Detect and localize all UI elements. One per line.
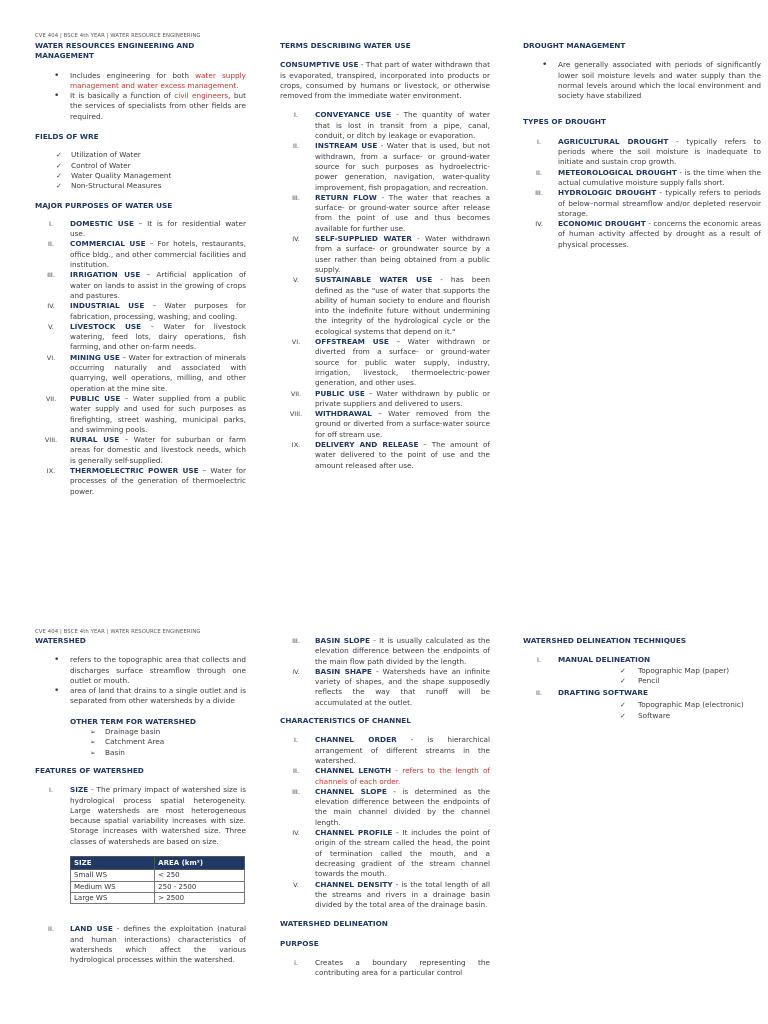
watershed-size-table <box>70 856 245 904</box>
list-item: IV. CHANNEL PROFILE - It includes the point of origin of the stream called the head, the point of termination called the mouth, and a decreasing gradient of the stream channel towards the mouth. <box>292 828 490 879</box>
list-item: VII. PUBLIC USE – Water withdrawn by public or private suppliers and delivered to users. <box>290 388 490 408</box>
list-item: II. DRAFTING SOFTWARE <box>536 688 649 698</box>
section-title-purposes: MAJOR PURPOSES OF WATER USE <box>35 200 173 210</box>
list-item: VI. OFFSTREAM USE – Water withdrawn or diverted from a surface- or ground-water source for public water supply, industry, irrigation, livestock, thermoelectric-power generation, and other uses. <box>291 337 490 388</box>
list-item: VIII. WITHDRAWAL – Water removed from the ground or diverted from a surface-water source for off stream use. <box>289 409 490 439</box>
drafting-items <box>523 700 761 721</box>
table-cell: Large WS <box>71 892 155 903</box>
table-cell: Small WS <box>71 870 155 881</box>
list-item: V. LIVESTOCK USE – Water for livestock watering, feed lots, dairy operations, fish farming, and other on-farm needs. <box>48 321 246 352</box>
list-item: IV. BASIN SHAPE - Watersheds have an infinite variety of shapes, and the shape supposedly reflects the way that runoff will be accumulated at the outlet. <box>292 666 490 707</box>
fields-list <box>35 150 246 191</box>
list-item: I. SIZE - The primary impact of watershed size is hydrological process spatial heterogeneity. Large watersheds are most heterogeneous because spatial variability increases with size. Storage increases with watershed size. Three classes of watersheds are based on size. <box>49 785 246 846</box>
list-item: VIII. RURAL USE – Water for suburban or farm areas for domestic and livestock needs, which is generally self-supplied. <box>44 435 246 465</box>
purposes-list <box>35 219 246 497</box>
list-item: ✓ Utilization of Water <box>35 150 246 160</box>
watershed-size-table-wrap <box>70 856 246 904</box>
list-item: ✓ Control of Water <box>35 161 246 171</box>
list-item: I. CHANNEL ORDER - is hierarchical arrangement of different streams in the watershed. <box>294 735 490 765</box>
table-cell: < 250 <box>155 870 245 881</box>
column-3 <box>523 41 761 250</box>
section-title-features: FEATURES OF WATERSHED <box>35 765 144 775</box>
table-cell: Medium WS <box>71 881 155 892</box>
list-item: • Includes engineering for both water supply management and water excess management. <box>35 71 246 92</box>
table-header: SIZE <box>71 857 155 870</box>
list-item: • It is basically a function of civil engineers, but the services of specialists from other fields are required. <box>35 91 246 122</box>
list-item: ✓ Water Quality Management <box>35 171 246 181</box>
section-title-delineation: WATERSHED DELINEATION <box>280 919 388 929</box>
table-row <box>71 870 245 881</box>
list-item: III. CHANNEL SLOPE - is determined as the elevation difference between the endpoints of the main channel divided by the channel length. <box>292 786 490 827</box>
techniques-list-continued <box>523 688 761 698</box>
list-item: II. LAND USE - defines the exploitation (natural and human interactions) characteristics of watersheds which affect the various hydrological processes within the watershed. <box>48 924 247 965</box>
list-item: ✓ Software <box>523 711 761 721</box>
drought-types-list <box>523 137 761 250</box>
manual-items <box>523 666 761 687</box>
list-item: III. IRRIGATION USE – Artificial application of water on lands to assist in the growing of crops and pastures. <box>47 270 246 300</box>
consumptive-use-paragraph: CONSUMPTIVE USE - That part of water withdrawn that is evaporated, transpired, incorporated into products or crops, consumed by humans or livestock, or otherwise removed from the immediate water environment. <box>280 60 490 101</box>
list-item: V. SUSTAINABLE WATER USE - has been defined as the "use of water that supports the ability of human society to endure and flourish into the indefinite future without undermining the integrity of the hydrological cycle or the ecological systems that depend on it." <box>293 275 490 336</box>
list-item: • Are generally associated with periods of significantly lower soil moisture levels and water supply than the normal levels around which the local environment and society have stabilized <box>523 60 761 101</box>
terms-list <box>280 110 490 470</box>
list-item: IV. INDUSTRIAL USE – Water purposes for fabrication, processing, washing, and cooling. <box>47 301 246 321</box>
column-1 <box>35 41 246 497</box>
section-title-drought-types: TYPES OF DROUGHT <box>523 117 606 127</box>
list-item: ✓ Topographic Map (paper) <box>523 666 761 676</box>
list-item: VI. MINING USE – Water for extraction of minerals occurring naturally and associated with quarrying, well operations, milling, and other operation at the mine site. <box>46 352 246 393</box>
list-item: I. CONVEYANCE USE - The quantity of water that is lost in transit from a pipe, canal, conduit, or ditch by leakage or evaporation. <box>294 110 491 141</box>
list-item: I. AGRICULTURAL DROUGHT - typically refers to periods where the soil moisture is inadequate to initiate and sustain crop growth. <box>537 136 761 167</box>
table-cell: > 2500 <box>155 892 245 903</box>
table-row <box>71 881 245 892</box>
list-item: • refers to the topographic area that collects and discharges surface streamflow through one outlet or mouth. <box>35 655 246 686</box>
section-title-wrem: WATER RESOURCES ENGINEERING AND MANAGEMENT <box>35 41 195 61</box>
wrem-bullets <box>35 71 246 122</box>
list-item: III. HYDROLOGIC DROUGHT - typically refers to periods of below–normal streamflow and/or depleted reservoir storage. <box>535 188 761 218</box>
basin-list <box>280 636 490 708</box>
list-item: ➢ Basin <box>35 748 246 758</box>
list-item: VII. PUBLIC USE – Water supplied from a public water supply and used for such purposes as firefighting, street washing, municipal parks, and swimming pools. <box>45 393 246 434</box>
table-cell: 250 - 2500 <box>155 881 245 892</box>
list-item: ➢ Drainage basin <box>35 727 246 737</box>
page-header: CVE 404 | BSCE 4th YEAR | WATER RESOURCE ENGINEERING <box>35 33 201 39</box>
section-title-watershed: WATERSHED <box>35 636 86 645</box>
list-item: IV. SELF-SUPPLIED WATER - Water withdrawn from a surface- or groundwater source by a user rather than being obtained from a public supply. <box>292 234 490 274</box>
document-page-2 <box>0 618 768 1024</box>
column-2 <box>280 41 490 471</box>
section-title-terms: TERMS DESCRIBING WATER USE <box>280 41 411 50</box>
watershed-bullets <box>35 655 246 706</box>
list-item: I. MANUAL DELINEATION <box>537 655 651 665</box>
section-title-fields: FIELDS OF WRE <box>35 132 99 142</box>
list-item: ✓ Non-Structural Measures <box>35 181 246 191</box>
purpose-list <box>280 958 490 979</box>
column-2 <box>280 636 490 979</box>
list-item: • area of land that drains to a single outlet and is separated from other watersheds by a divide <box>35 686 246 707</box>
channel-list <box>280 735 490 910</box>
list-item: V. CHANNEL DENSITY - is the total length of all the streams and rivers in a drainage basin divided by the total area of the drainage basin. <box>293 879 490 910</box>
techniques-list <box>523 655 761 665</box>
list-item: IV. ECONOMIC DROUGHT - concerns the economic areas of human activity affected by drought as a result of physical processes. <box>535 219 761 249</box>
table-header: AREA (km²) <box>155 857 245 870</box>
section-title-drought: DROUGHT MANAGEMENT <box>523 41 626 50</box>
list-item: II. INSTREAM USE - Water that is used, but not withdrawn, from a surface- or ground-water source for such purposes as hydroelectric-power generation, navigation, water-quality improvement, fish propagation, and recreation. <box>293 141 490 192</box>
features-list-continued <box>35 924 246 965</box>
list-item: I. DOMESTIC USE – It is for residential water use. <box>49 218 246 239</box>
column-3 <box>523 636 761 721</box>
other-terms-list <box>35 727 246 758</box>
table-row <box>71 892 245 903</box>
list-item: IX. DELIVERY AND RELEASE – The amount of water delivered to the point of use and the amount released after use. <box>291 439 491 470</box>
column-1 <box>35 636 246 965</box>
list-item: ✓ Pencil <box>523 676 761 686</box>
list-item: IX. THERMOELECTRIC POWER USE – Water for processes of the generation of thermoelectric power. <box>46 465 246 496</box>
page-header: CVE 404 | BSCE 4th YEAR | WATER RESOURCE ENGINEERING <box>35 629 201 635</box>
section-title-techniques: WATERSHED DELINEATION TECHNIQUES <box>523 636 687 645</box>
list-item: i. Creates a boundary representing the contributing area for a particular control <box>294 958 490 978</box>
section-title-purpose: PURPOSE <box>280 938 319 948</box>
subsection-title-other-terms: OTHER TERM FOR WATERSHED <box>70 716 196 726</box>
section-title-channel: CHARACTERISTICS OF CHANNEL <box>280 716 411 726</box>
features-list <box>35 785 246 847</box>
list-item: ➢ Catchment Area <box>35 737 246 747</box>
drought-bullets <box>523 60 761 101</box>
list-item: ✓ Topographic Map (electronic) <box>523 700 761 710</box>
list-item: III. RETURN FLOW - The water that reaches a surface- or ground-water source after release from the point of use and thus becomes available for further use. <box>292 192 490 233</box>
list-item: III. BASIN SLOPE - It is usually calculated as the elevation difference between the endpoints of the main flow path divided by the length. <box>292 636 490 666</box>
list-item: II. CHANNEL LENGTH - refers to the length of channels of each order. <box>293 766 490 786</box>
list-item: II. METEOROLOGICAL DROUGHT - is the time when the actual cumulative moisture supply falls short. <box>536 167 761 187</box>
list-item: II. COMMERCIAL USE – For hotels, restaurants, office bldg., and other commercial facilities and institution. <box>48 239 246 270</box>
